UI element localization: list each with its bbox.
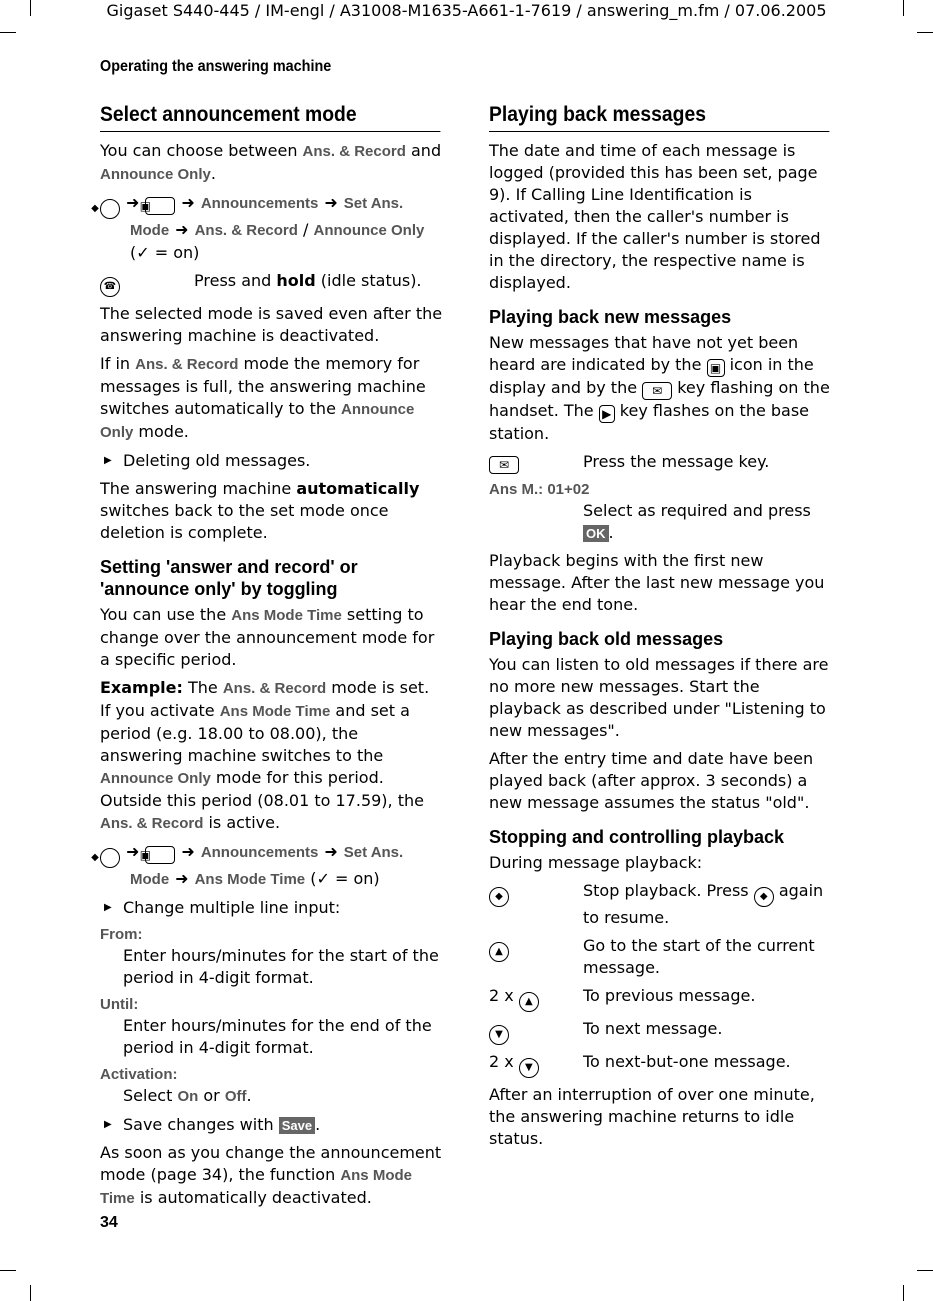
crop-mark [0,1270,16,1271]
control-key-icon: ◆ [489,887,509,907]
right-column [489,100,832,1156]
page-number: 34 [100,1214,118,1231]
crop-mark [917,32,933,33]
control-key-down-icon: ▼ [489,1025,509,1045]
paragraph: If in Ans. & Record mode the memory for messages is full, the answering machine switches automatically to the Announce Only mode. [100,354,426,441]
message-key-icon: ✉ [489,456,519,474]
running-header: Gigaset S440-445 / IM-engl / A31008-M1635-A661-1-7619 / answering_m.fm / 07.06.2005 [106,1,827,20]
control-row: ▲ Go to the start of the current message. [489,935,832,979]
field-label: Activation: [100,1066,178,1083]
left-column [91,100,443,1216]
display-label: Ans M.: 01+02 [489,481,590,498]
message-key-icon: ✉ [642,382,672,400]
answering-machine-icon: ▣ [707,359,725,377]
end-call-key-icon: ☎ [100,277,120,297]
subsection-title: Setting 'answer and record' or 'announce only' by toggling [100,557,358,599]
bullet-item: ▶ Save changes with Save . [100,1114,443,1136]
subsection-title: Stopping and controlling playback [489,827,785,847]
paragraph: New messages that have not yet been heard are indicated by the ▣ icon in the display and by the ✉ key flashing on the handset. The ▶ key flashes on the base station. [489,333,830,443]
paragraph: During message playback: [489,853,703,872]
control-key-icon: ◆ [100,848,120,868]
instruction-row: Select as required and press OK . [583,501,811,542]
menu-path: ◆ ➜▣ ➜ Announcements ➜ Set Ans. Mode ➜ Ans Mode Time (✓ = on) [91,842,404,888]
paragraph: After the entry time and date have been played back (after approx. 3 seconds) a new message assumes the status "old". [489,749,814,812]
control-row: ▼ To next message. [489,1018,832,1045]
ok-softkey: OK [583,525,609,542]
field-description: Enter hours/minutes for the end of the period in 4-digit format. [123,1016,432,1057]
field-label: From: [100,926,143,943]
paragraph: The selected mode is saved even after the answering machine is deactivated. [100,304,443,345]
control-key-down-icon: ▼ [519,1058,539,1078]
answering-machine-icon: ▣ [145,197,175,215]
crop-mark [30,1285,31,1301]
paragraph: You can use the Ans Mode Time setting to change over the announcement mode for a specific period. [100,605,435,669]
menu-path: ◆ ➜▣ ➜ Announcements ➜ Set Ans. Mode ➜ Ans. & Record / Announce Only (✓ = on) [91,193,425,262]
control-row: 2 x ▲ To previous message. [489,985,832,1012]
paragraph: After an interruption of over one minute, the answering machine returns to idle status. [489,1085,815,1148]
paragraph: The answering machine automatically switches back to the set mode once deletion is complete. [100,479,420,542]
base-play-key-icon: ▶ [599,405,615,423]
field-description: Enter hours/minutes for the start of the period in 4-digit format. [123,946,439,987]
control-key-icon: ◆ [100,199,120,219]
control-row: ◆ Stop playback. Press ◆ again to resume. [489,880,832,929]
paragraph: The date and time of each message is logged (provided this has been set, page 9). If Calling Line Identification is activated, then the caller's number is displayed. If the caller's number is stored in the directory, the respective name is displayed. [489,141,821,292]
example-paragraph: Example: The Ans. & Record mode is set. If you activate Ans Mode Time and set a period (e.g. 18.00 to 08.00), the answering machine switches to the Announce Only mode for this period. Outside this period (08.01 to 17.59), the Ans. & Record is active. [100,678,430,832]
bullet-item: ▶ Deleting old messages. [100,450,443,472]
field-description: Select On or Off. [123,1086,252,1105]
instruction-row: ✉ Press the message key. [489,451,832,474]
save-softkey: Save [279,1117,315,1134]
section-title: Playing back messages [489,100,830,132]
subsection-title: Playing back new messages [489,307,732,327]
field-label: Until: [100,996,139,1013]
paragraph: As soon as you change the announcement mode (page 34), the function Ans Mode Time is automatically deactivated. [100,1143,442,1207]
answering-machine-icon: ▣ [145,846,175,864]
control-key-up-icon: ▲ [519,992,539,1012]
crop-mark [0,32,16,33]
control-row: 2 x ▼ To next-but-one message. [489,1051,832,1078]
section-title: Select announcement mode [100,100,441,132]
paragraph: Playback begins with the first new message. After the last new message you hear the end tone. [489,551,825,614]
instruction-row: ☎ Press and hold (idle status). [100,270,443,297]
crop-mark [917,1270,933,1271]
paragraph: You can choose between Ans. & Record and Announce Only. [100,141,442,183]
control-key-icon: ◆ [754,887,774,907]
paragraph: You can listen to old messages if there are no more new messages. Start the playback as described under "Listening to new messages". [489,655,829,740]
control-key-up-icon: ▲ [489,942,509,962]
subsection-title: Playing back old messages [489,629,724,649]
section-header: Operating the answering machine [100,58,332,75]
bullet-item: ▶ Change multiple line input: [100,897,443,919]
crop-mark [903,1285,904,1301]
